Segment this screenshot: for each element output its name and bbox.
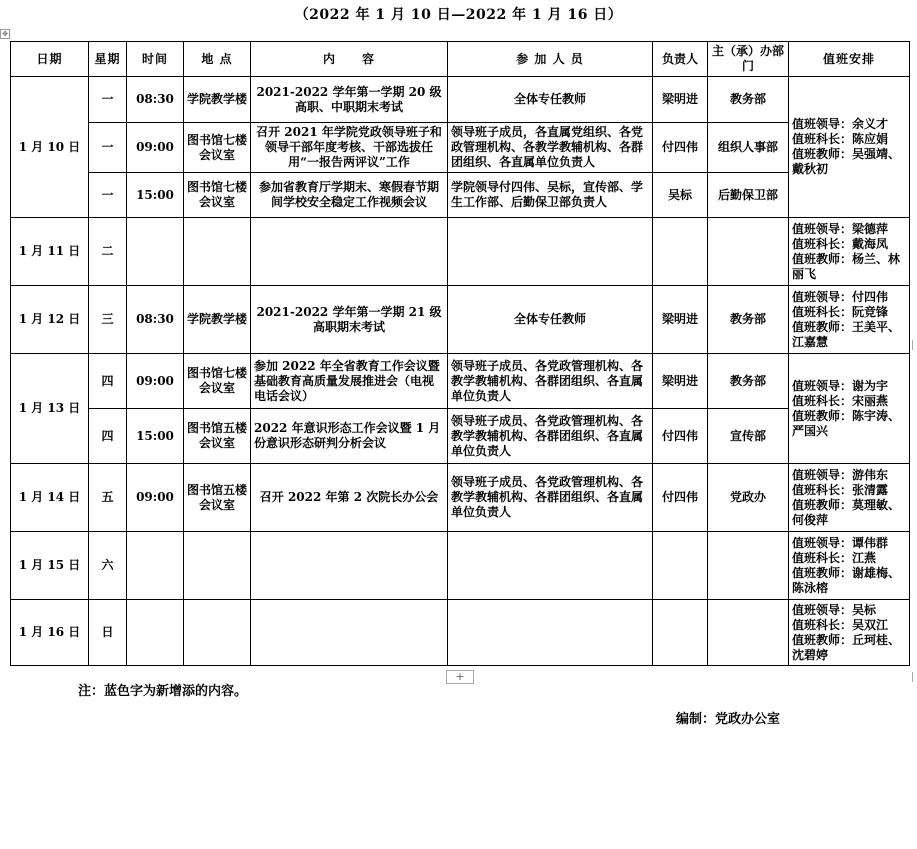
dept-cell: 教务部 xyxy=(708,286,789,354)
table-row xyxy=(11,464,910,532)
time-cell: 15:00 xyxy=(127,409,184,464)
duty-chief: 值班科长：张清露 xyxy=(792,482,889,497)
location-cell: 图书馆五楼会议室 xyxy=(184,409,251,464)
duty-chief: 值班科长：宋丽燕 xyxy=(792,393,889,408)
duty-chief: 值班科长：戴海凤 xyxy=(792,236,889,251)
leader-cell xyxy=(653,600,708,666)
content-cell: 2021-2022 学年第一学期 21 级高职期末考试 xyxy=(251,286,448,354)
location-cell: 图书馆七楼会议室 xyxy=(184,123,251,173)
location-cell: 学院教学楼 xyxy=(184,77,251,123)
weekday-cell: 四 xyxy=(89,354,127,409)
leader-cell: 梁明进 xyxy=(653,77,708,123)
location-cell xyxy=(184,600,251,666)
date-cell: 1 月 11 日 xyxy=(11,218,89,286)
dept-cell xyxy=(708,532,789,600)
table-move-handle-icon[interactable]: ✥ xyxy=(0,29,10,39)
content-cell: 参加省教育厅学期末、寒假春节期间学校安全稳定工作视频会议 xyxy=(251,173,448,218)
header-content: 内 容 xyxy=(251,42,448,77)
dept-cell: 后勤保卫部 xyxy=(708,173,789,218)
content-cell: 2021-2022 学年第一学期 20 级高职、中职期末考试 xyxy=(251,77,448,123)
header-leader: 负责人 xyxy=(653,42,708,77)
duty-teacher: 值班教师：丘珂桂、沈碧婷 xyxy=(792,632,901,662)
duty-chief: 值班科长：吴双江 xyxy=(792,617,889,632)
dept-cell: 教务部 xyxy=(708,77,789,123)
duty-cell xyxy=(789,600,910,666)
weekday-cell: 六 xyxy=(89,532,127,600)
date-cell: 1 月 16 日 xyxy=(11,600,89,666)
participants-cell: 领导班子成员、各党政管理机构、各教学教辅机构、各群团组织、各直属单位负责人 xyxy=(448,464,653,532)
leader-cell: 吴标 xyxy=(653,173,708,218)
table-row xyxy=(11,286,910,354)
participants-cell xyxy=(448,532,653,600)
location-cell: 图书馆七楼会议室 xyxy=(184,354,251,409)
duty-cell xyxy=(789,354,910,464)
duty-lead: 值班领导：谢为宇 xyxy=(792,378,889,393)
location-cell xyxy=(184,218,251,286)
duty-cell xyxy=(789,464,910,532)
weekday-cell: 一 xyxy=(89,173,127,218)
time-cell xyxy=(127,218,184,286)
participants-cell xyxy=(448,218,653,286)
participants-cell: 领导班子成员、各党政管理机构、各教学教辅机构、各群团组织、各直属单位负责人 xyxy=(448,354,653,409)
schedule-title: （2022 年 1 月 10 日—2022 年 1 月 16 日） xyxy=(294,7,623,23)
time-cell xyxy=(127,600,184,666)
leader-cell: 梁明进 xyxy=(653,354,708,409)
add-row-button[interactable]: + xyxy=(446,670,474,684)
location-cell: 学院教学楼 xyxy=(184,286,251,354)
duty-lead: 值班领导：余义才 xyxy=(792,117,889,131)
content-cell: 2022 年意识形态工作会议暨 1 月份意识形态研判分析会议 xyxy=(251,409,448,464)
header-date: 日期 xyxy=(11,42,89,77)
header-time: 时间 xyxy=(127,42,184,77)
content-cell xyxy=(251,600,448,666)
content-cell: 召开 2021 年学院党政领导班子和领导干部年度考核、干部选拔任用“一报告两评议”工作 xyxy=(251,123,448,173)
table-row xyxy=(11,354,910,409)
duty-chief: 值班科长：阮竞锋 xyxy=(792,304,889,319)
duty-teacher: 值班教师：吴强靖、戴秋初 xyxy=(792,147,901,176)
participants-cell: 学院领导付四伟、吴标，宣传部、学生工作部、后勤保卫部负责人 xyxy=(448,173,653,218)
date-cell: 1 月 13 日 xyxy=(11,354,89,464)
editor-credit: 编制：党政办公室 xyxy=(676,712,781,727)
duty-teacher: 值班教师：谢雄梅、陈泳榕 xyxy=(792,565,901,595)
content-cell: 召开 2022 年第 2 次院长办公会 xyxy=(251,464,448,532)
footnote: 注：蓝色字为新增添的内容。 xyxy=(78,684,248,699)
duty-teacher: 值班教师：杨兰、林丽飞 xyxy=(792,251,901,281)
dept-cell xyxy=(708,218,789,286)
content-cell xyxy=(251,218,448,286)
location-cell: 图书馆七楼会议室 xyxy=(184,173,251,218)
table-row xyxy=(11,600,910,666)
location-cell xyxy=(184,532,251,600)
time-cell: 09:00 xyxy=(127,354,184,409)
date-cell: 1 月 10 日 xyxy=(11,77,89,218)
table-row xyxy=(11,409,910,464)
header-participants: 参 加 人 员 xyxy=(448,42,653,77)
weekday-cell: 五 xyxy=(89,464,127,532)
leader-cell xyxy=(653,218,708,286)
table-resize-handle[interactable] xyxy=(912,340,917,350)
header-duty: 值班安排 xyxy=(789,42,910,77)
duty-chief: 值班科长：陈应娟 xyxy=(792,132,889,146)
table-row xyxy=(11,123,910,173)
participants-cell: 领导班子成员、各党政管理机构、各教学教辅机构、各群团组织、各直属单位负责人 xyxy=(448,409,653,464)
participants-cell: 全体专任教师 xyxy=(448,77,653,123)
leader-cell: 梁明进 xyxy=(653,286,708,354)
leader-cell: 付四伟 xyxy=(653,123,708,173)
weekday-cell: 三 xyxy=(89,286,127,354)
duty-teacher: 值班教师：陈宇涛、严国兴 xyxy=(792,408,901,438)
duty-lead: 值班领导：付四伟 xyxy=(792,289,889,304)
duty-cell xyxy=(789,286,910,354)
weekday-cell: 一 xyxy=(89,77,127,123)
date-cell: 1 月 12 日 xyxy=(11,286,89,354)
duty-lead: 值班领导：梁德萍 xyxy=(792,221,889,236)
time-cell: 08:30 xyxy=(127,77,184,123)
table-row xyxy=(11,173,910,218)
leader-cell xyxy=(653,532,708,600)
content-cell xyxy=(251,532,448,600)
date-cell: 1 月 15 日 xyxy=(11,532,89,600)
leader-cell: 付四伟 xyxy=(653,409,708,464)
duty-lead: 值班领导：游伟东 xyxy=(792,467,889,482)
header-location: 地 点 xyxy=(184,42,251,77)
duty-cell xyxy=(789,77,910,218)
dept-cell xyxy=(708,600,789,666)
duty-teacher: 值班教师：王美平、江嘉慧 xyxy=(792,319,901,349)
time-cell xyxy=(127,532,184,600)
header-row xyxy=(11,42,910,77)
table-resize-handle[interactable] xyxy=(912,672,917,682)
duty-chief: 值班科长：江燕 xyxy=(792,550,877,565)
table-row xyxy=(11,532,910,600)
dept-cell: 党政办 xyxy=(708,464,789,532)
dept-cell: 宣传部 xyxy=(708,409,789,464)
leader-cell: 付四伟 xyxy=(653,464,708,532)
header-dept: 主（承）办部 门 xyxy=(708,42,789,77)
dept-cell: 组织人事部 xyxy=(708,123,789,173)
dept-cell: 教务部 xyxy=(708,354,789,409)
time-cell: 09:00 xyxy=(127,123,184,173)
table-row xyxy=(11,77,910,123)
weekday-cell: 日 xyxy=(89,600,127,666)
participants-cell: 领导班子成员，各直属党组织、各党政管理机构、各教学教辅机构、各群团组织、各直属单位负责人 xyxy=(448,123,653,173)
duty-cell xyxy=(789,532,910,600)
weekday-cell: 四 xyxy=(89,409,127,464)
table-row xyxy=(11,218,910,286)
content-cell: 参加 2022 年全省教育工作会议暨基础教育高质量发展推进会（电视电话会议） xyxy=(251,354,448,409)
schedule-table xyxy=(10,41,910,666)
duty-lead: 值班领导：谭伟群 xyxy=(792,535,889,550)
header-weekday: 星期 xyxy=(89,42,127,77)
duty-cell xyxy=(789,218,910,286)
weekday-cell: 一 xyxy=(89,123,127,173)
date-cell: 1 月 14 日 xyxy=(11,464,89,532)
duty-lead: 值班领导：吴标 xyxy=(792,602,877,617)
time-cell: 08:30 xyxy=(127,286,184,354)
weekday-cell: 二 xyxy=(89,218,127,286)
time-cell: 15:00 xyxy=(127,173,184,218)
duty-teacher: 值班教师：莫理敏、何俊萍 xyxy=(792,497,901,527)
participants-cell: 全体专任教师 xyxy=(448,286,653,354)
time-cell: 09:00 xyxy=(127,464,184,532)
participants-cell xyxy=(448,600,653,666)
location-cell: 图书馆五楼会议室 xyxy=(184,464,251,532)
